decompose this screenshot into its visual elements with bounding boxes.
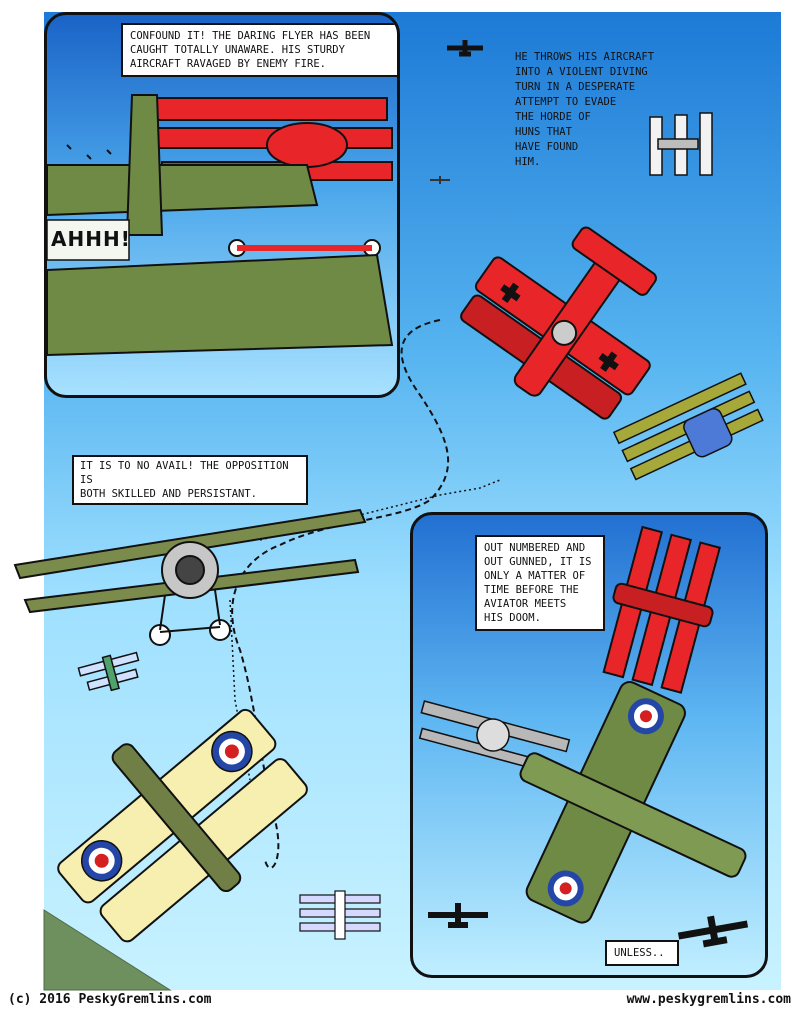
green-biplane-upper-wing bbox=[47, 165, 317, 215]
bullet-holes bbox=[67, 145, 111, 159]
panel-3 bbox=[410, 512, 768, 978]
caption-no-avail: IT IS TO NO AVAIL! THE OPPOSITION IS BOTH SKILLED AND PERSISTANT. bbox=[72, 455, 308, 505]
silhouette-plane-left bbox=[428, 903, 488, 927]
silhouette-plane-top bbox=[447, 40, 483, 56]
footer-url[interactable]: www.peskygremlins.com bbox=[626, 992, 791, 1007]
sopwith-biplane-headon bbox=[15, 510, 365, 645]
red-triplane-pursuing bbox=[594, 524, 729, 695]
caption-outnumbered: OUT NUMBERED AND OUT GUNNED, IT IS ONLY A MATTER OF TIME BEFORE THE AVIATOR MEETS HIS DOOM. bbox=[475, 535, 605, 631]
green-biplane-tail bbox=[127, 95, 162, 235]
footer-copyright: (c) 2016 PeskyGremlins.com bbox=[8, 992, 212, 1007]
caption-panel-1: CONFOUND IT! THE DARING FLYER HAS BEEN CAUGHT TOTALLY UNAWARE. HIS STURDY AIRCRAFT RAVAGED BY ENEMY FIRE. bbox=[121, 23, 400, 77]
olive-blue-triplane bbox=[614, 373, 766, 487]
red-triplane-diving bbox=[442, 194, 695, 442]
yellow-biplane-roundels bbox=[23, 668, 330, 967]
panel-1 bbox=[44, 12, 400, 398]
sound-effect-ahhh: AHHH! bbox=[51, 227, 131, 251]
silhouette-plane-right bbox=[676, 910, 750, 950]
small-blue-biplane bbox=[77, 649, 144, 697]
caption-unless: UNLESS.. bbox=[605, 940, 679, 966]
green-biplane-lower-wing bbox=[47, 255, 392, 355]
distant-plane-small bbox=[430, 176, 450, 184]
caption-dive: HE THROWS HIS AIRCRAFT INTO A VIOLENT DIVING TURN IN A DESPERATE ATTEMPT TO EVADE THE HORDE OF HUNS THAT HAVE FOUND HIM. bbox=[515, 51, 655, 168]
small-lavender-triplane bbox=[300, 891, 380, 939]
